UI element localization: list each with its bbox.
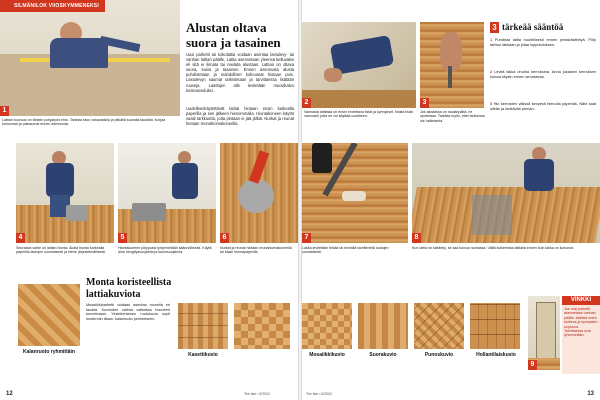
- pattern-straight: [358, 303, 408, 349]
- pattern-label: Suorakuvio: [369, 352, 397, 358]
- photo-1-level-check: [0, 0, 180, 116]
- footer: Tee Itse • 5/2002: [306, 392, 333, 396]
- pattern-label: Hollantilaiskuvio: [476, 352, 516, 358]
- pattern-label: Punoskuvio: [424, 352, 454, 358]
- tips-box: [490, 22, 598, 142]
- pattern-basket: [178, 303, 228, 349]
- caption-5: Hiontakoneen pölypussi tyhjennetään säännöllisesti. Käytä aina hengityssuojainta ja kuulosuojaimia.: [118, 246, 212, 255]
- left-page: [0, 0, 298, 400]
- vinkki-text: Jos uusi parketti asennetaan vanhan päälle, tarkista ovien korkeus ja kynnysten sopivuus. Tarvittaessa ovia lyhennetään.: [564, 307, 598, 338]
- tips-number: 3: [490, 22, 499, 33]
- tip-text: Levitä lakka ohuina kerroksina. Anna jokaisen kerroksen kuivua täysin ennen seuraavaa.: [490, 69, 596, 79]
- pattern-label: Kasettikuvio: [188, 352, 218, 358]
- caption-number: 3: [420, 98, 429, 108]
- right-page: [302, 0, 600, 400]
- article-title-line2: suora ja tasainen: [186, 35, 281, 50]
- section-tag: SILMÄNILOK VIIOSKYMMENEKSI: [0, 0, 105, 12]
- intro-text: Uusi parketti tai kokolattia voidaan asentaa lastulevy- tai vanhan lattian päälle. Lattia asennetaan yleensä kelluvaksi eli sitä ei liimata tai naulata alustaan. Lattian on oltava suora, kuiva ja tasainen. Ennen asennusta alusta puhdistetaan ja mahdolliset kohoumat hiotaan pois. Lastulevyn saumat tarkistetaan ja tarvittaessa lisätään ruuveja. Laattojen alle levitetään muovikalvo kosteussuluksi.: [186, 52, 294, 93]
- photo-9-door-threshold: [528, 296, 560, 370]
- patterns-title-line1: Monta koristeellista: [86, 277, 172, 288]
- caption-2: Vanhasta lattiasta on ensin irrotettava listat ja kynnykset. Nosta listat varovasti, jotta ne voi käyttää uudelleen.: [304, 110, 413, 119]
- intro-text-2: Uudelleenkäytettävät lattiat hiotaan ensin karkealla paperilla ja sen jälkeen hienommalla. Hiontakoneen käyttö vaatii tarkkuutta, jotta pintaan ei jää jälkiä. Nurkat ja reunat hiotaan reunahiomakoneella.: [186, 106, 294, 127]
- pattern-dutch: [470, 303, 520, 349]
- pattern-weave: [414, 303, 464, 349]
- page-number: 13: [587, 391, 594, 397]
- pattern-label: Kalanruoto ryhmittäin: [23, 349, 75, 355]
- caption-7: Lakka levitetään telalla tai leveällä siveltimellä lautojen suuntaisesti.: [302, 246, 389, 255]
- tips-title: tärkeää sääntöä: [502, 22, 564, 32]
- tip-text: Hio kerrosten välissä kevyesti hienolla paperilla. Näin saat sileän ja kestävän pinnan.: [490, 101, 596, 111]
- vinkki-title: VINKKI: [562, 296, 600, 305]
- photo-2-remove-moulding: [302, 22, 416, 108]
- tip-number: 3: [490, 101, 493, 106]
- caption-3: Jos alustassa on naulanpäitä, ne upotetaan. Tarkista myös, ettei lankuissa ole halkeamia.: [420, 110, 485, 123]
- vinkki-box: [562, 296, 600, 374]
- tip-text: Puhdista lattia huolellisesti ennen pintakäsittelyä. Pöly tarttuu lakkaan ja pilaa lopputuloksen.: [490, 37, 597, 47]
- pattern-label: Mosaiikkikuvio: [309, 352, 345, 358]
- caption-6: Nurkat ja reunat hiotaan reunahiomakoneella tai käsin hiomapaperilla.: [220, 246, 292, 255]
- caption-4: Seuraava vaihe on lattian hionta. Aloita hionta karkealla paperilla lautojen suuntaisesti ja etene järjestelmällisesti.: [16, 246, 107, 255]
- patterns-title-line2: lattiakuviota: [86, 289, 141, 300]
- patterns-body: Mosaiikkiparketti voidaan asentaa monella eri tavalla. Kuvioiden valinta vaikuttaa huoneen tunnelmaan. Yksinkertainen ruutukuvio sopii moderniin tilaan, kalanruoto perinteiseen.: [86, 303, 170, 322]
- photo-8-finished-floor: [412, 143, 600, 243]
- page-number: 12: [6, 391, 13, 397]
- caption-number: 2: [302, 98, 311, 108]
- tip-number: 1: [490, 37, 493, 42]
- caption-number: 1: [0, 106, 9, 116]
- tip-3: [490, 102, 596, 112]
- photo-7-lacquer-roller: [302, 143, 408, 243]
- photo-3-nail-punch: [420, 22, 484, 108]
- caption-1: Lattian suoruus on tärkein pohjatyön ehto. Tarkista taso vatupassilla ja pitkällä suoralla laudalla. Korjaa kohoumat ja painaumat ennen asennusta.: [2, 118, 166, 127]
- pattern-mosaic-left: [234, 303, 290, 349]
- caption-number: 9: [528, 360, 537, 370]
- pattern-mosaic: [302, 303, 352, 349]
- photo-5-sander-bag: [118, 143, 216, 243]
- photo-4-sanding: [16, 143, 114, 243]
- caption-number: 7: [302, 233, 311, 243]
- caption-number: 8: [412, 233, 421, 243]
- caption-8: Kun lattia on käsitelty, se saa kuivua rauhassa. Vältä kulkemista lattialla ennen kuin lakka on kuivunut.: [412, 246, 575, 250]
- tip-1: [490, 38, 596, 48]
- article-title-line1: Alustan oltava: [186, 20, 267, 35]
- caption-number: 6: [220, 233, 229, 243]
- caption-number: 4: [16, 233, 25, 243]
- pattern-herringbone: [18, 284, 80, 346]
- tip-2: [490, 70, 596, 80]
- caption-number: 5: [118, 233, 127, 243]
- photo-6-edge-sander: [220, 143, 298, 243]
- tip-number: 2: [490, 69, 493, 74]
- footer: Tee Itse • 5/2002: [244, 392, 271, 396]
